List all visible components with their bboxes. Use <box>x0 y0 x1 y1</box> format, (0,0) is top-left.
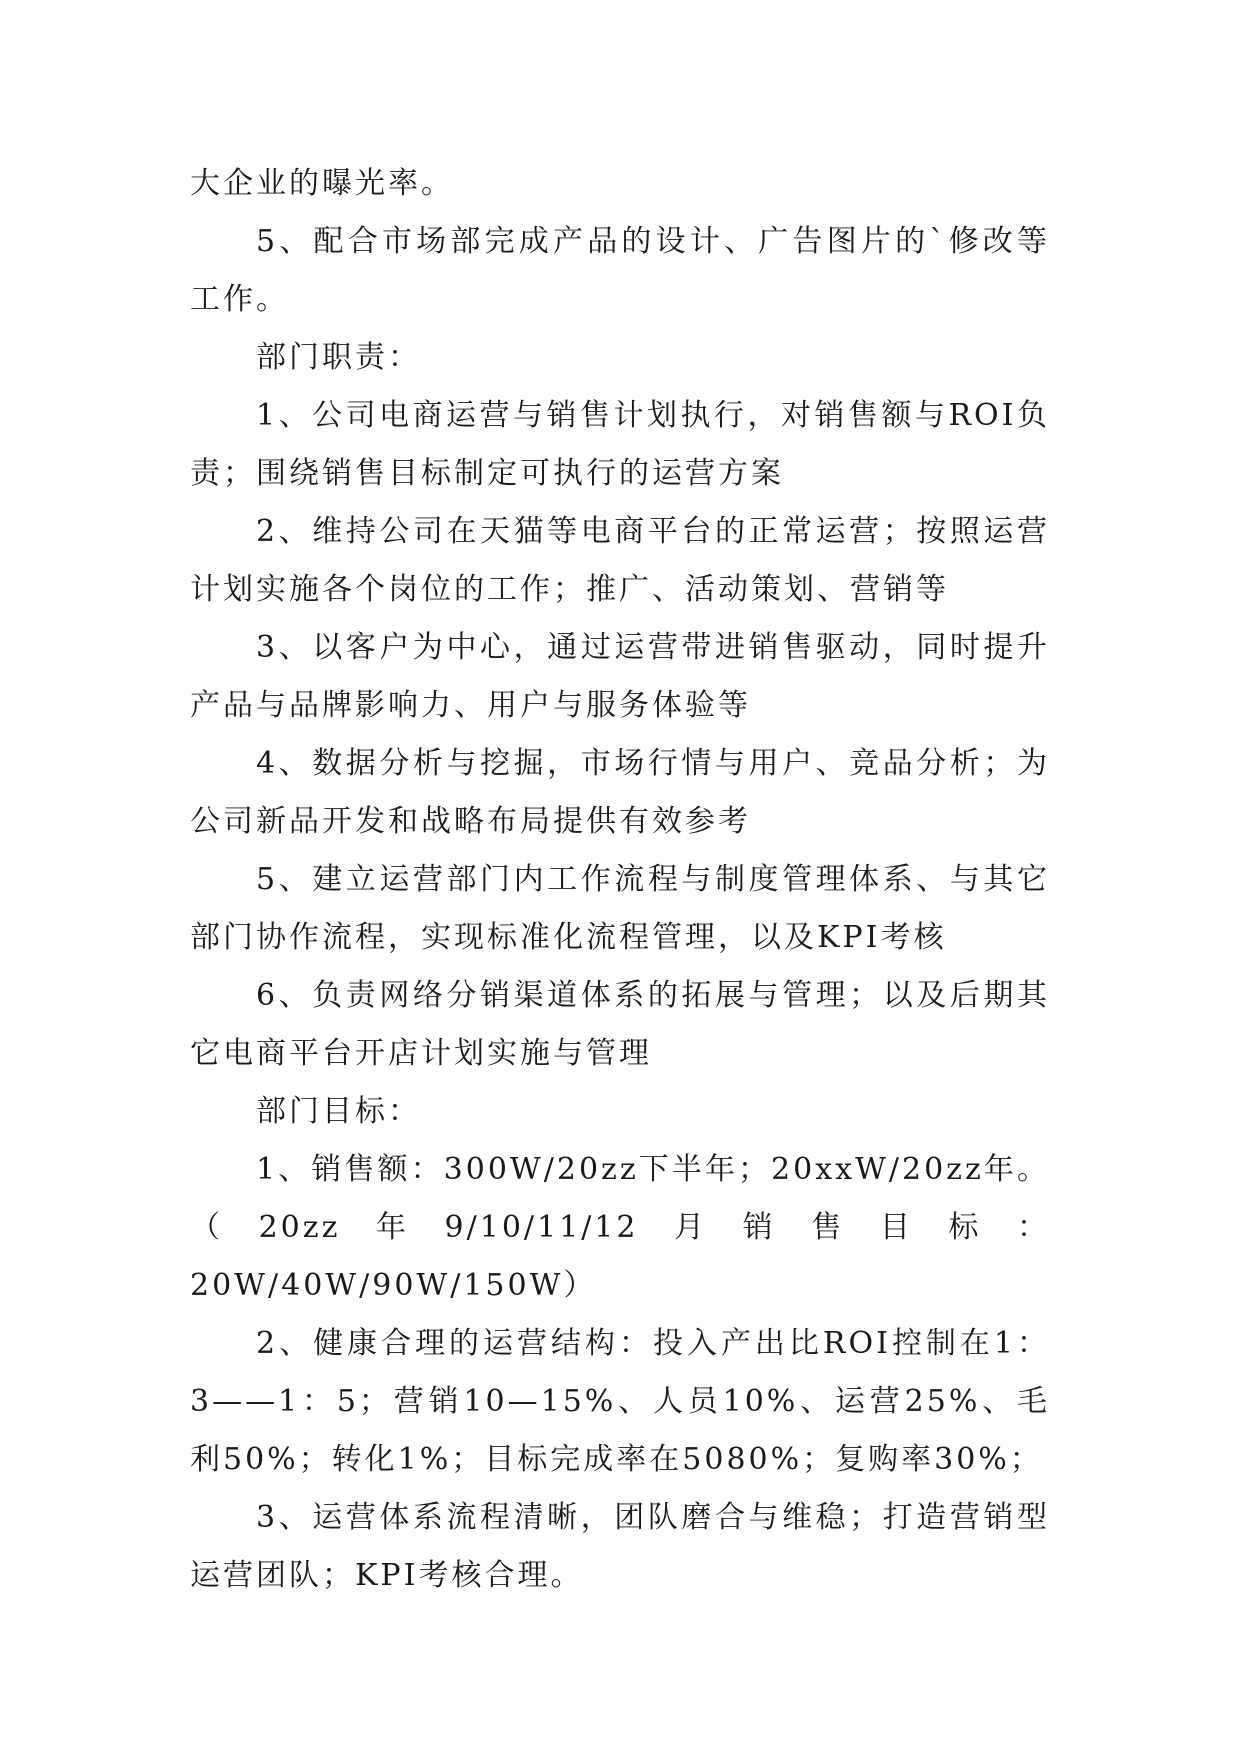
responsibility-item-2: 2、维持公司在天猫等电商平台的正常运营；按照运营计划实施各个岗位的工作；推广、活动策划、营销等 <box>190 514 1050 607</box>
paragraph-item-5-marketing: 5、配合市场部完成产品的设计、广告图片的`修改等工作。 <box>190 224 1050 317</box>
goal-item-1: 1、销售额：300W/20zz下半年；20xxW/20zz年。（20zz年9/10/11/12月销售目标：20W/40W/90W/150W） <box>190 1152 1050 1303</box>
document-body <box>190 155 1050 1605</box>
responsibility-item-3: 3、以客户为中心，通过运营带进销售驱动，同时提升产品与品牌影响力、用户与服务体验等 <box>190 630 1050 723</box>
section-heading-responsibilities: 部门职责： <box>256 340 421 375</box>
responsibility-item-1: 1、公司电商运营与销售计划执行，对销售额与ROI负责；围绕销售目标制定可执行的运营方案 <box>190 398 1050 491</box>
goal-item-3: 3、运营体系流程清晰，团队磨合与维稳；打造营销型运营团队；KPI考核合理。 <box>190 1500 1050 1593</box>
responsibility-item-5: 5、建立运营部门内工作流程与制度管理体系、与其它部门协作流程，实现标准化流程管理，以及KPI考核 <box>190 862 1050 955</box>
responsibility-item-4: 4、数据分析与挖掘，市场行情与用户、竞品分析；为公司新品开发和战略布局提供有效参考 <box>190 746 1050 839</box>
paragraph-continuation: 大企业的曝光率。 <box>190 166 454 201</box>
responsibility-item-6: 6、负责网络分销渠道体系的拓展与管理；以及后期其它电商平台开店计划实施与管理 <box>190 978 1050 1071</box>
section-heading-goals: 部门目标： <box>256 1094 421 1129</box>
goal-item-2: 2、健康合理的运营结构：投入产出比ROI控制在1：3——1：5；营销10—15%、人员10%、运营25%、毛利50%；转化1%；目标完成率在5080%；复购率30%； <box>190 1326 1050 1477</box>
